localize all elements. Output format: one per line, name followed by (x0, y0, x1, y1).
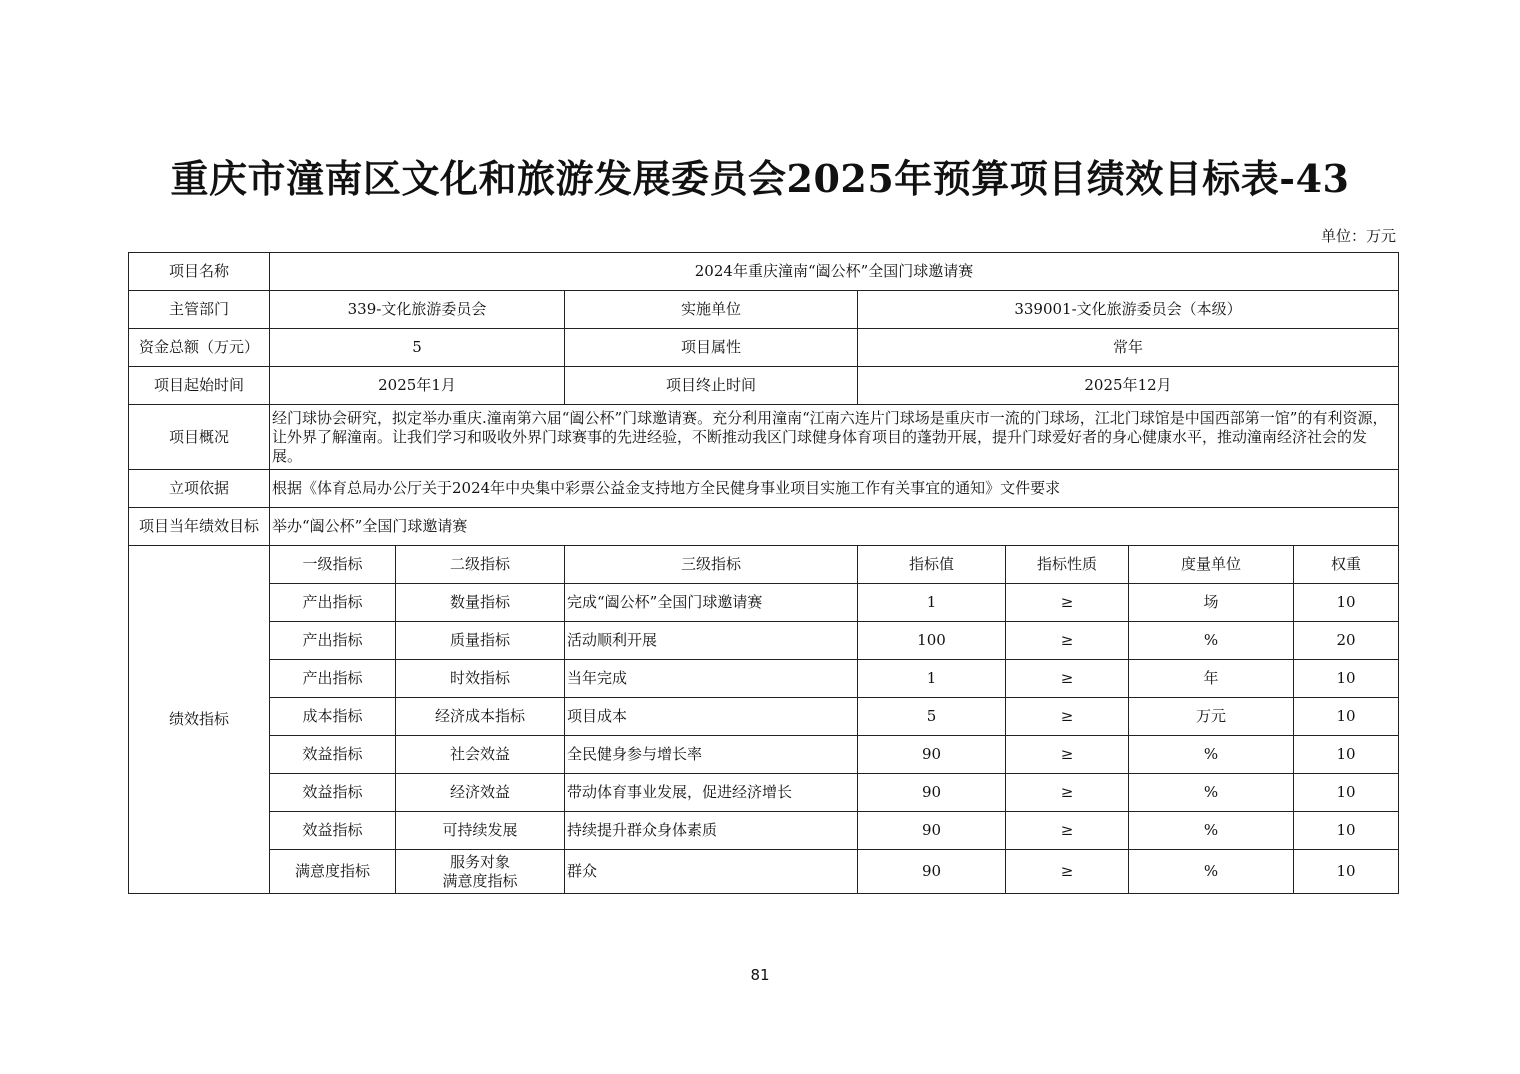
unit-cell: 年 (1129, 660, 1294, 698)
header-unit: 度量单位 (1129, 546, 1294, 584)
indicator-row (129, 850, 1399, 894)
nature-cell: ≥ (1006, 622, 1129, 660)
level3-cell: 完成“阖公杯”全国门球邀请赛 (565, 584, 858, 622)
unit-cell: 万元 (1129, 698, 1294, 736)
level1-cell: 效益指标 (270, 736, 396, 774)
project-name-label: 项目名称 (129, 253, 270, 291)
goal-label: 项目当年绩效目标 (129, 508, 270, 546)
project-name-value: 2024年重庆潼南“阖公杯”全国门球邀请赛 (270, 253, 1399, 291)
header-level3: 三级指标 (565, 546, 858, 584)
indicator-row (129, 622, 1399, 660)
weight-cell: 10 (1294, 812, 1399, 850)
nature-cell: ≥ (1006, 774, 1129, 812)
value-cell: 90 (858, 736, 1006, 774)
end-label: 项目终止时间 (565, 367, 858, 405)
unit-cell: 场 (1129, 584, 1294, 622)
nature-cell: ≥ (1006, 698, 1129, 736)
level2-cell: 质量指标 (396, 622, 565, 660)
unit-cell: % (1129, 736, 1294, 774)
performance-table (128, 252, 1399, 894)
nature-cell: ≥ (1006, 660, 1129, 698)
overview-label: 项目概况 (129, 405, 270, 470)
funds-label: 资金总额（万元） (129, 329, 270, 367)
weight-cell: 10 (1294, 774, 1399, 812)
level3-cell: 项目成本 (565, 698, 858, 736)
level2-cell: 服务对象 满意度指标 (396, 850, 565, 894)
page-number: 81 (750, 966, 770, 984)
unit-cell: % (1129, 812, 1294, 850)
indicator-row (129, 698, 1399, 736)
value-cell: 1 (858, 660, 1006, 698)
value-cell: 5 (858, 698, 1006, 736)
level3-cell: 持续提升群众身体素质 (565, 812, 858, 850)
start-label: 项目起始时间 (129, 367, 270, 405)
attr-value: 常年 (858, 329, 1399, 367)
nature-cell: ≥ (1006, 736, 1129, 774)
indicator-row (129, 736, 1399, 774)
overview-value: 经门球协会研究，拟定举办重庆.潼南第六届“阖公杯”门球邀请赛。充分利用潼南“江南六连片门球场是重庆市一流的门球场，江北门球馆是中国西部第一馆”的有利资源，让外界了解潼南。让我们学习和吸收外界门球赛事的先进经验，不断推动我区门球健身体育项目的蓬勃开展，提升门球爱好者的身心健康水平，推动潼南经济社会的发展。 (270, 405, 1399, 470)
nature-cell: ≥ (1006, 584, 1129, 622)
level1-cell: 产出指标 (270, 584, 396, 622)
level1-cell: 产出指标 (270, 622, 396, 660)
basis-value: 根据《体育总局办公厅关于2024年中央集中彩票公益金支持地方全民健身事业项目实施工作有关事宜的通知》文件要求 (270, 470, 1399, 508)
level2-cell: 经济成本指标 (396, 698, 565, 736)
impl-label: 实施单位 (565, 291, 858, 329)
level3-cell: 当年完成 (565, 660, 858, 698)
level3-cell: 带动体育事业发展，促进经济增长 (565, 774, 858, 812)
header-nature: 指标性质 (1006, 546, 1129, 584)
indicator-row (129, 660, 1399, 698)
value-cell: 90 (858, 774, 1006, 812)
basis-label: 立项依据 (129, 470, 270, 508)
level1-cell: 效益指标 (270, 812, 396, 850)
weight-cell: 10 (1294, 698, 1399, 736)
level2-cell: 数量指标 (396, 584, 565, 622)
weight-cell: 10 (1294, 584, 1399, 622)
value-cell: 1 (858, 584, 1006, 622)
indicator-row (129, 774, 1399, 812)
header-value: 指标值 (858, 546, 1006, 584)
dept-value: 339-文化旅游委员会 (270, 291, 565, 329)
unit-label: 单位：万元 (1320, 227, 1396, 245)
level1-cell: 效益指标 (270, 774, 396, 812)
header-level1: 一级指标 (270, 546, 396, 584)
value-cell: 90 (858, 812, 1006, 850)
nature-cell: ≥ (1006, 850, 1129, 894)
level2-cell: 社会效益 (396, 736, 565, 774)
level1-cell: 满意度指标 (270, 850, 396, 894)
funds-value: 5 (270, 329, 565, 367)
page-title: 重庆市潼南区文化和旅游发展委员会2025年预算项目绩效目标表-43 (170, 156, 1350, 201)
indicator-row (129, 584, 1399, 622)
level1-cell: 产出指标 (270, 660, 396, 698)
impl-value: 339001-文化旅游委员会（本级） (858, 291, 1399, 329)
weight-cell: 10 (1294, 850, 1399, 894)
header-weight: 权重 (1294, 546, 1399, 584)
end-value: 2025年12月 (858, 367, 1399, 405)
indicators-section-label: 绩效指标 (129, 546, 270, 894)
weight-cell: 10 (1294, 736, 1399, 774)
level2-cell: 经济效益 (396, 774, 565, 812)
unit-cell: % (1129, 774, 1294, 812)
level3-cell: 活动顺利开展 (565, 622, 858, 660)
start-value: 2025年1月 (270, 367, 565, 405)
weight-cell: 10 (1294, 660, 1399, 698)
level3-cell: 全民健身参与增长率 (565, 736, 858, 774)
attr-label: 项目属性 (565, 329, 858, 367)
indicator-row (129, 812, 1399, 850)
header-level2: 二级指标 (396, 546, 565, 584)
unit-cell: % (1129, 622, 1294, 660)
dept-label: 主管部门 (129, 291, 270, 329)
nature-cell: ≥ (1006, 812, 1129, 850)
weight-cell: 20 (1294, 622, 1399, 660)
level2-cell: 时效指标 (396, 660, 565, 698)
level2-cell: 可持续发展 (396, 812, 565, 850)
unit-cell: % (1129, 850, 1294, 894)
level3-cell: 群众 (565, 850, 858, 894)
goal-value: 举办“阖公杯”全国门球邀请赛 (270, 508, 1399, 546)
value-cell: 100 (858, 622, 1006, 660)
level1-cell: 成本指标 (270, 698, 396, 736)
value-cell: 90 (858, 850, 1006, 894)
